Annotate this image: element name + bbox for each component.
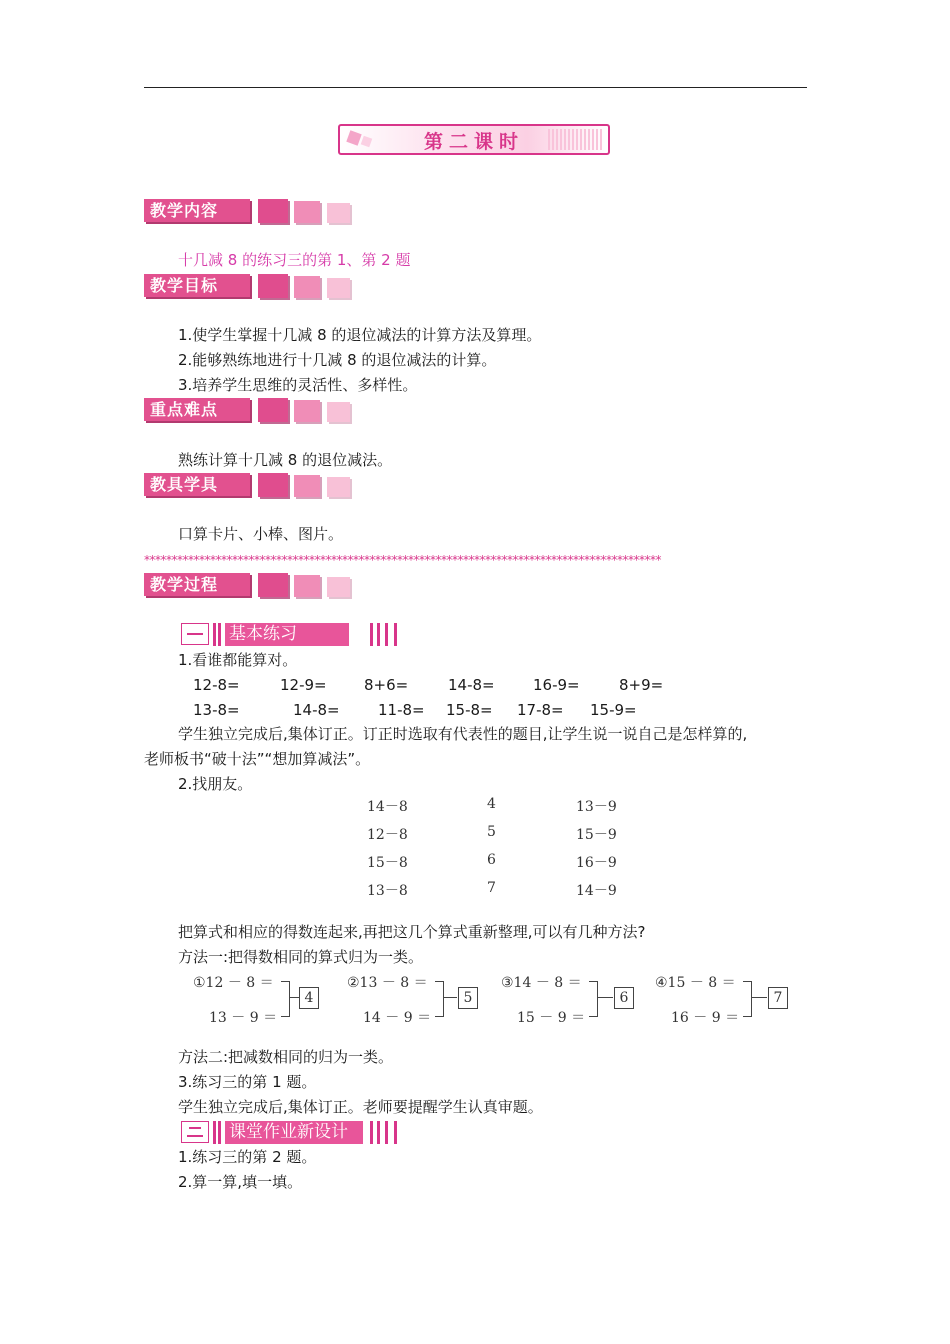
section-header-goals xyxy=(144,274,354,298)
section-header-tools xyxy=(144,473,354,497)
group-diagram xyxy=(347,972,487,1024)
group-top-expression: ①12 － 8 ＝ xyxy=(193,975,274,991)
numeral-stroke xyxy=(189,1127,201,1129)
equation: 12-9= xyxy=(280,676,327,694)
heading-separator xyxy=(213,1121,216,1144)
equation: 15-9= xyxy=(590,701,637,719)
friend-result: 4 xyxy=(487,796,496,812)
answer-box: 5 xyxy=(458,987,478,1009)
group-bottom-expression: 14 － 9 ＝ xyxy=(363,1010,432,1026)
square-decoration-icon xyxy=(294,201,320,223)
equation: 8+9= xyxy=(619,676,664,694)
section-header-key xyxy=(144,398,354,422)
bracket xyxy=(435,981,444,1017)
equation: 12-8= xyxy=(193,676,240,694)
square-decoration-icon xyxy=(294,400,320,422)
heading-separator xyxy=(213,623,216,646)
heading-separator xyxy=(377,623,380,646)
section-label: 重点难点 xyxy=(144,398,250,421)
section-header-process xyxy=(144,573,354,597)
part2-title: 课堂作业新设计 xyxy=(225,1121,363,1144)
square-decoration-icon xyxy=(327,203,350,223)
friend-expression: 13－9 xyxy=(576,799,617,815)
goal-item: 3.培养学生思维的灵活性、多样性。 xyxy=(178,376,418,394)
answer-box: 7 xyxy=(768,987,788,1009)
bracket xyxy=(743,981,752,1017)
friend-expression: 16－9 xyxy=(576,855,617,871)
lesson-title: 第二课时 xyxy=(423,131,524,153)
equation: 11-8= xyxy=(378,701,425,719)
square-decoration-icon xyxy=(258,274,288,298)
heading-separator xyxy=(385,623,388,646)
group-diagram xyxy=(501,972,641,1024)
numeral-stroke xyxy=(187,1135,203,1137)
answer-box: 6 xyxy=(614,987,634,1009)
friend-expression: 15－9 xyxy=(576,827,617,843)
bracket xyxy=(589,981,598,1017)
question-3: 3.练习三的第 1 题。 xyxy=(178,1073,317,1091)
group-top-expression: ③14 － 8 ＝ xyxy=(501,975,582,991)
equation: 14-8= xyxy=(448,676,495,694)
homework-item: 2.算一算,填一填。 xyxy=(178,1173,303,1191)
question-1: 1.看谁都能算对。 xyxy=(178,651,298,669)
square-decoration-icon xyxy=(327,477,350,497)
connector xyxy=(597,997,613,998)
group-bottom-expression: 13 － 9 ＝ xyxy=(209,1010,278,1026)
heading-separator xyxy=(377,1121,380,1144)
lesson-title-banner xyxy=(338,124,610,155)
group-diagram xyxy=(193,972,333,1024)
equation: 17-8= xyxy=(517,701,564,719)
square-decoration-icon xyxy=(258,573,288,597)
square-decoration-icon xyxy=(294,575,320,597)
square-decoration-icon xyxy=(327,577,350,597)
section-label: 教学过程 xyxy=(144,573,250,596)
question-2: 2.找朋友。 xyxy=(178,775,253,793)
content-text: 十几减 8 的练习三的第 1、第 2 题 xyxy=(178,251,411,269)
section-label: 教学内容 xyxy=(144,199,250,222)
friend-expression: 14－8 xyxy=(367,799,408,815)
note-line: 老师板书“破十法”“想加算减法”。 xyxy=(144,750,371,768)
connector xyxy=(751,997,767,998)
homework-item: 1.练习三的第 2 题。 xyxy=(178,1148,317,1166)
heading-separator xyxy=(385,1121,388,1144)
group-top-expression: ④15 － 8 ＝ xyxy=(655,975,736,991)
goal-item: 2.能够熟练地进行十几减 8 的退位减法的计算。 xyxy=(178,351,497,369)
group-bottom-expression: 16 － 9 ＝ xyxy=(671,1010,740,1026)
part2-heading xyxy=(181,1121,400,1143)
group-top-expression: ②13 － 8 ＝ xyxy=(347,975,428,991)
square-decoration-icon xyxy=(327,402,350,422)
method-1: 方法一:把得数相同的算式归为一类。 xyxy=(178,948,424,966)
heading-separator xyxy=(370,1121,373,1144)
bracket xyxy=(281,981,290,1017)
square-decoration-icon xyxy=(258,199,288,223)
heading-separator xyxy=(218,623,221,646)
tools-text: 口算卡片、小棒、图片。 xyxy=(178,525,344,543)
friend-expression: 13－8 xyxy=(367,883,408,899)
square-decoration-icon xyxy=(294,475,320,497)
square-decoration-icon xyxy=(258,473,288,497)
connector xyxy=(443,997,457,998)
square-decoration-icon xyxy=(327,278,350,298)
equation: 8+6= xyxy=(364,676,409,694)
square-decoration-icon xyxy=(258,398,288,422)
numeral-stroke xyxy=(187,633,203,635)
star-divider: ********************************************************************************************** xyxy=(144,553,661,567)
group-bottom-expression: 15 － 9 ＝ xyxy=(517,1010,586,1026)
section-header-content xyxy=(144,199,354,223)
heading-separator xyxy=(394,1121,397,1144)
friend-expression: 14－9 xyxy=(576,883,617,899)
equation: 13-8= xyxy=(193,701,240,719)
friend-result: 6 xyxy=(487,852,496,868)
part-number-two xyxy=(181,1121,209,1143)
group-diagram xyxy=(655,972,795,1024)
method-2: 方法二:把减数相同的归为一类。 xyxy=(178,1048,394,1066)
part1-title: 基本练习 xyxy=(225,623,349,646)
question-3-note: 学生独立完成后,集体订正。老师要提醒学生认真审题。 xyxy=(178,1098,543,1116)
heading-separator xyxy=(370,623,373,646)
header-rule xyxy=(144,87,807,88)
note-line: 学生独立完成后,集体订正。订正时选取有代表性的题目,让学生说一说自己是怎样算的, xyxy=(178,725,748,743)
friend-expression: 15－8 xyxy=(367,855,408,871)
answer-box: 4 xyxy=(299,987,319,1009)
question-2-text: 把算式和相应的得数连起来,再把这几个算式重新整理,可以有几种方法? xyxy=(178,923,646,941)
equation: 14-8= xyxy=(293,701,340,719)
friend-result: 5 xyxy=(487,824,496,840)
friend-expression: 12－8 xyxy=(367,827,408,843)
friend-result: 7 xyxy=(487,880,496,896)
section-label: 教学目标 xyxy=(144,274,250,297)
goal-item: 1.使学生掌握十几减 8 的退位减法的计算方法及算理。 xyxy=(178,326,542,344)
connector xyxy=(289,997,299,998)
part1-heading xyxy=(181,623,400,645)
equation: 16-9= xyxy=(533,676,580,694)
section-label: 教具学具 xyxy=(144,473,250,496)
heading-separator xyxy=(394,623,397,646)
heading-separator xyxy=(218,1121,221,1144)
part-number-one xyxy=(181,623,209,645)
square-decoration-icon xyxy=(294,276,320,298)
key-text: 熟练计算十几减 8 的退位减法。 xyxy=(178,451,393,469)
equation: 15-8= xyxy=(446,701,493,719)
